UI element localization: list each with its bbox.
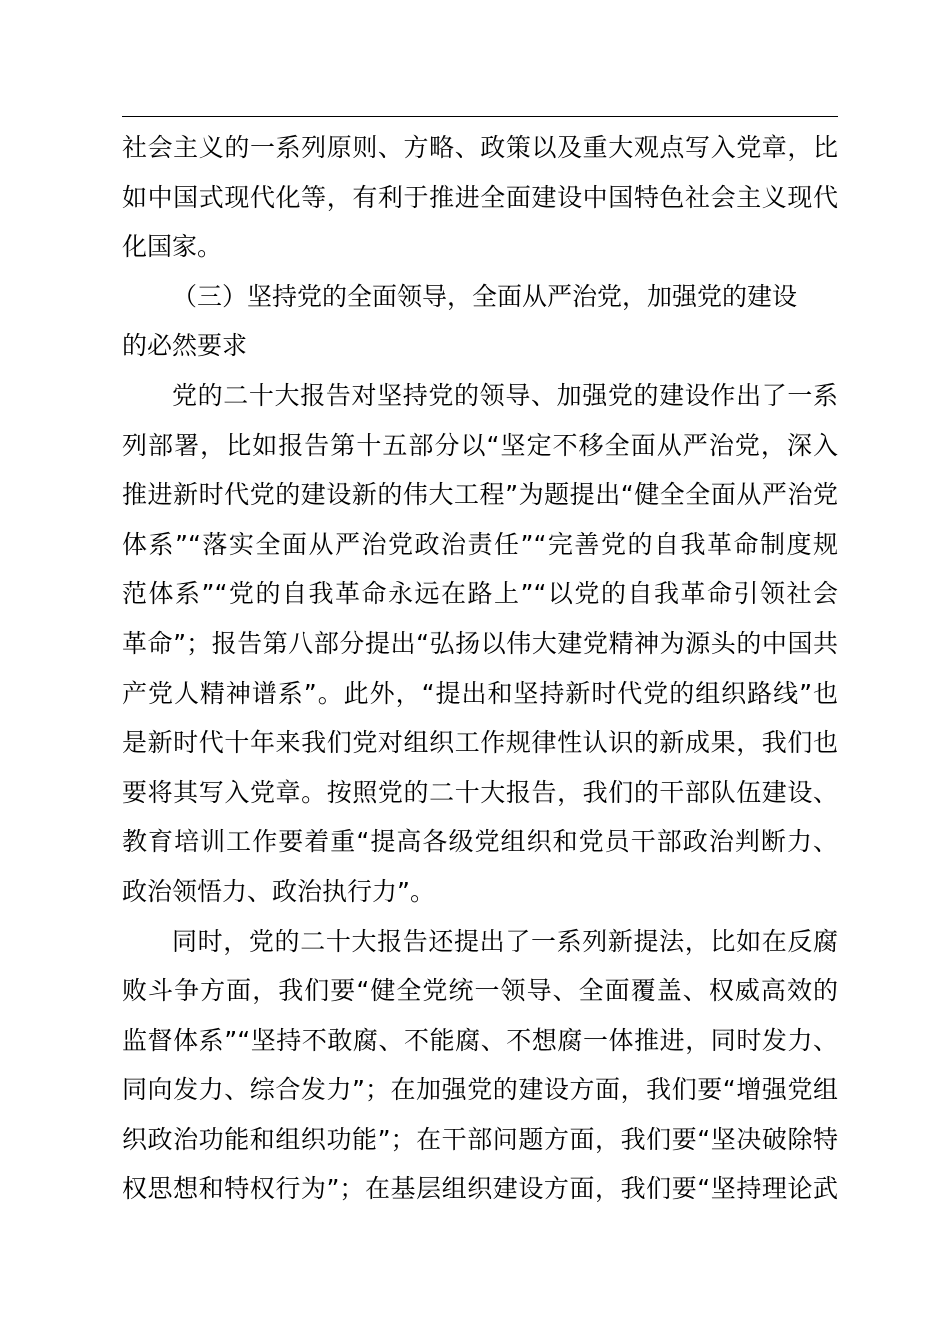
section-heading: 的必然要求 — [122, 331, 248, 361]
text-line: 社会主义的一系列原则、方略、政策以及重大观点写入党章，比 — [122, 133, 838, 162]
text-line: 权思想和特权行为”；在基层组织建设方面，我们要“坚持理论武 — [122, 1174, 838, 1204]
text-line: 如中国式现代化等，有利于推进全面建设中国特色社会主义现代 — [122, 182, 838, 212]
text-line: 要将其写入党章。按照党的二十大报告，我们的干部队伍建设、 — [122, 777, 838, 807]
text-line: 革命”；报告第八部分提出“弘扬以伟大建党精神为源头的中国共 — [122, 628, 838, 658]
text-line: 范体系”“党的自我革命永远在路上”“以党的自我革命引领社会 — [122, 579, 838, 609]
document-body — [122, 123, 838, 1214]
text-line: 产党人精神谱系”。此外，“提出和坚持新时代党的组织路线”也 — [122, 678, 838, 708]
text-line: 败斗争方面，我们要“健全党统一领导、全面覆盖、权威高效的 — [122, 976, 838, 1006]
text-line: 党的二十大报告对坚持党的领导、加强党的建设作出了一系 — [172, 380, 838, 410]
text-line: 同时，党的二十大报告还提出了一系列新提法，比如在反腐 — [172, 926, 838, 956]
section-heading: （三）坚持党的全面领导，全面从严治党，加强党的建设 — [172, 281, 798, 311]
text-line: 同向发力、综合发力”；在加强党的建设方面，我们要“增强党组 — [122, 1075, 838, 1105]
text-line: 推进新时代党的建设新的伟大工程”为题提出“健全全面从严治党 — [122, 480, 838, 510]
text-line: 列部署，比如报告第十五部分以“坚定不移全面从严治党，深入 — [122, 430, 838, 460]
text-line: 化国家。 — [122, 232, 223, 262]
text-line: 是新时代十年来我们党对组织工作规律性认识的新成果，我们也 — [122, 728, 838, 758]
text-line: 体系”“落实全面从严治党政治责任”“完善党的自我革命制度规 — [122, 529, 838, 559]
text-line: 织政治功能和组织功能”；在干部问题方面，我们要“坚决破除特 — [122, 1124, 838, 1154]
text-line: 政治领悟力、政治执行力”。 — [122, 876, 435, 906]
header-rule — [122, 116, 838, 117]
text-line: 教育培训工作要着重“提高各级党组织和党员干部政治判断力、 — [122, 827, 838, 857]
text-line: 监督体系”“坚持不敢腐、不能腐、不想腐一体推进，同时发力、 — [122, 1025, 838, 1055]
